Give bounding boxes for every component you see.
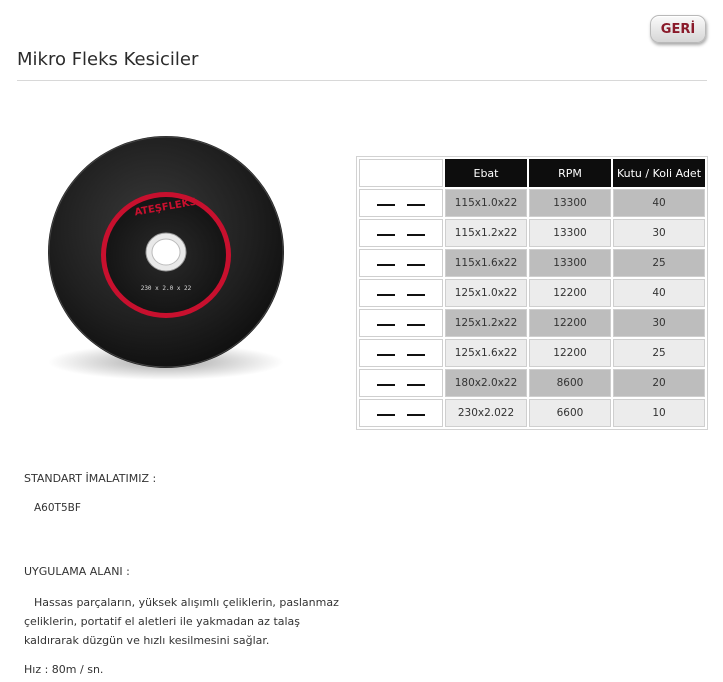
cell-rpm: 12200	[529, 309, 611, 337]
cell-adet: 25	[613, 249, 705, 277]
row-dash-icon	[359, 249, 443, 277]
row-dash-icon	[359, 399, 443, 427]
usage-description: Hassas parçaların, yüksek alışımlı çeliklerin, paslanmaz çeliklerin, portatif el aletleri ile yakmadan az talaş kaldırarak düzgün ve hızlı kesilmesini sağlar.	[24, 596, 339, 647]
table-row	[359, 339, 705, 367]
cell-ebat: 125x1.6x22	[445, 339, 527, 367]
spec-table	[356, 156, 708, 430]
table-row	[359, 189, 705, 217]
table-row	[359, 369, 705, 397]
cell-ebat: 115x1.6x22	[445, 249, 527, 277]
cell-adet: 25	[613, 339, 705, 367]
standard-value: A60T5BF	[34, 502, 81, 514]
cell-ebat: 115x1.0x22	[445, 189, 527, 217]
table-header-row	[359, 159, 705, 187]
table-header-rpm: RPM	[529, 159, 611, 187]
table-row	[359, 399, 705, 427]
table-row	[359, 309, 705, 337]
cell-adet: 40	[613, 279, 705, 307]
disc-size-text: 230 x 2.0 x 22	[140, 285, 192, 292]
row-dash-icon	[359, 219, 443, 247]
cell-rpm: 6600	[529, 399, 611, 427]
table-row	[359, 249, 705, 277]
cell-rpm: 12200	[529, 339, 611, 367]
cell-ebat: 115x1.2x22	[445, 219, 527, 247]
cell-adet: 30	[613, 309, 705, 337]
cell-ebat: 125x1.0x22	[445, 279, 527, 307]
cell-rpm: 12200	[529, 279, 611, 307]
cell-rpm: 13300	[529, 219, 611, 247]
disc-hole	[152, 239, 180, 265]
row-dash-icon	[359, 369, 443, 397]
table-header-adet: Kutu / Koli Adet	[613, 159, 705, 187]
cell-ebat: 125x1.2x22	[445, 309, 527, 337]
back-button[interactable]: GERİ	[650, 15, 706, 43]
cell-adet: 40	[613, 189, 705, 217]
cell-ebat: 230x2.022	[445, 399, 527, 427]
row-dash-icon	[359, 339, 443, 367]
cell-adet: 10	[613, 399, 705, 427]
row-dash-icon	[359, 279, 443, 307]
cell-rpm: 13300	[529, 189, 611, 217]
cell-adet: 20	[613, 369, 705, 397]
cell-adet: 30	[613, 219, 705, 247]
cell-rpm: 8600	[529, 369, 611, 397]
row-dash-icon	[359, 189, 443, 217]
row-dash-icon	[359, 309, 443, 337]
cutting-disc-image	[38, 130, 294, 388]
table-row	[359, 279, 705, 307]
table-header-empty	[359, 159, 443, 187]
table-header-ebat: Ebat	[445, 159, 527, 187]
usage-label: UYGULAMA ALANI :	[24, 565, 130, 578]
title-divider	[17, 80, 707, 81]
page-title: Mikro Fleks Kesiciler	[17, 49, 199, 70]
cell-rpm: 13300	[529, 249, 611, 277]
table-row	[359, 219, 705, 247]
cell-ebat: 180x2.0x22	[445, 369, 527, 397]
standard-label: STANDART İMALATIMIZ :	[24, 472, 157, 485]
disc-brand-text: ATEŞFLEKS	[133, 196, 198, 219]
speed-text: Hız : 80m / sn.	[24, 663, 104, 676]
